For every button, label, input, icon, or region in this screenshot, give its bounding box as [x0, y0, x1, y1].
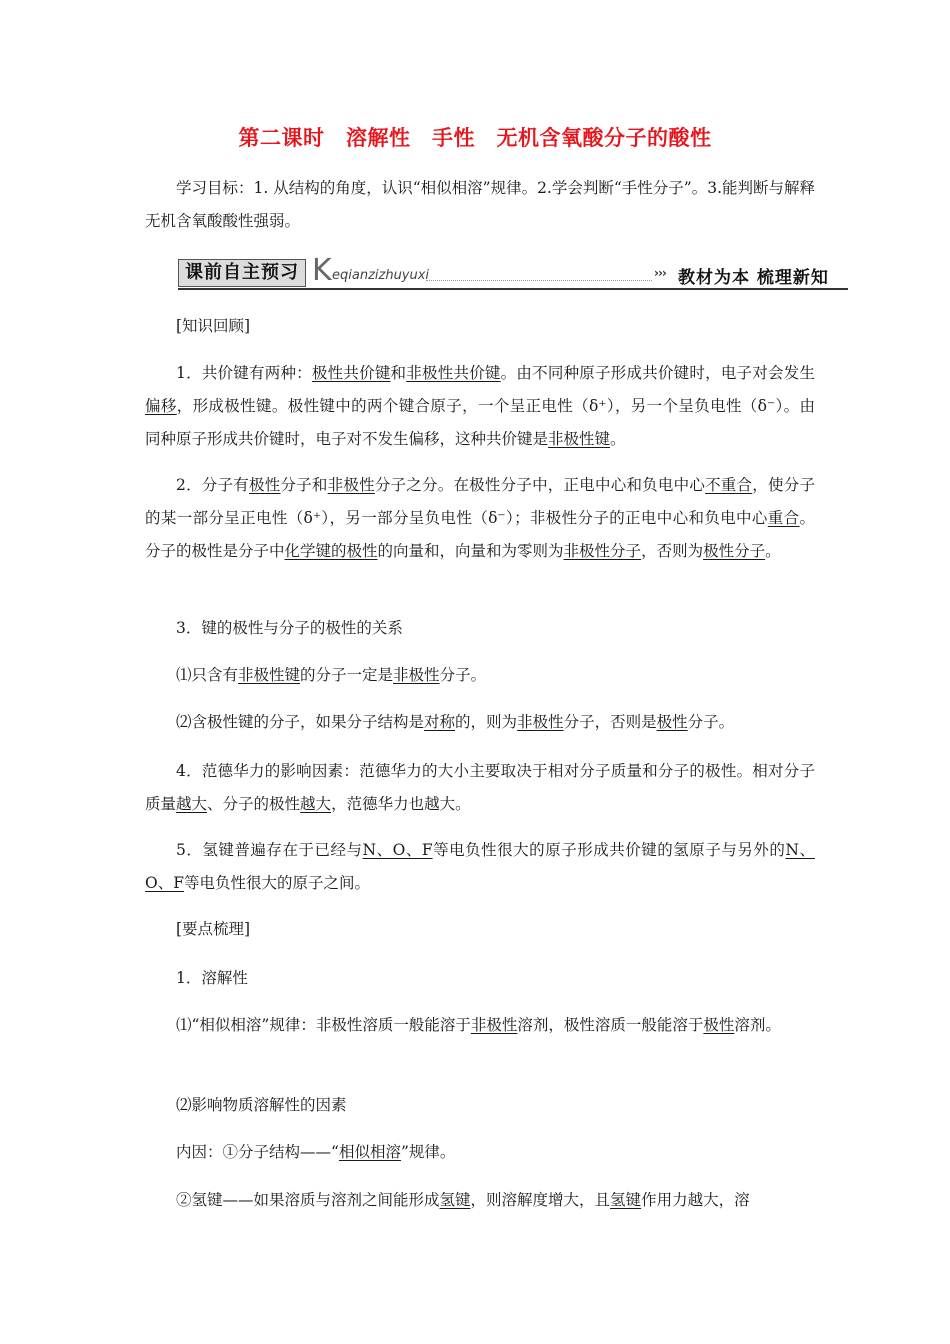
banner-dotted-line — [426, 280, 652, 281]
paragraph-6: 4．范德华力的影响因素：范德华力的大小主要取决于相对分子质量和分子的极性。相对分子质量越大、分子的极性越大，范德华力也越大。 — [145, 762, 815, 813]
banner-arrows-icon: ››› — [654, 266, 666, 280]
paragraph-12: ②氢键——如果溶质与溶剂之间能形成氢键，则溶解度增大，且氢键作用力越大，溶 — [176, 1191, 750, 1209]
lesson-title: 第二课时 溶解性 手性 无机含氧酸分子的酸性 — [238, 126, 712, 150]
section-heading-review: [知识回顾] — [176, 317, 251, 335]
paragraph-8: 1．溶解性 — [176, 969, 248, 987]
paragraph-10: ⑵影响物质溶解性的因素 — [176, 1096, 347, 1114]
section-banner — [178, 253, 848, 292]
paragraph-4: ⑴只含有非极性键的分子一定是非极性分子。 — [176, 666, 487, 684]
paragraph-2: 2．分子有极性分子和非极性分子之分。在极性分子中，正电中心和负电中心不重合，使分子的某一部分呈正电性（δ⁺），另一部分呈负电性（δ⁻）；非极性分子的正电中心和负电中心重合。分子的极性是分子中化学键的极性的向量和，向量和为零则为非极性分子，否则为极性分子。 — [145, 476, 815, 560]
banner-label: 课前自主预习 — [178, 259, 306, 287]
paragraph-9: ⑴“相似相溶”规律：非极性溶质一般能溶于非极性溶剂，极性溶质一般能溶于极性溶剂。 — [176, 1016, 781, 1034]
banner-rule — [178, 288, 848, 290]
banner-slogan: 教材为本 梳理新知 — [678, 268, 829, 288]
learning-objectives: 学习目标：1. 从结构的角度，认识“相似相溶”规律。2.学会判断“手性分子”。3.能判断与解释无机含氧酸酸性强弱。 — [145, 179, 815, 230]
section-heading-keypoints: [要点梳理] — [176, 920, 251, 938]
banner-pinyin: eqianzizhuyuxi — [332, 268, 430, 283]
paragraph-3: 3．键的极性与分子的极性的关系 — [176, 619, 403, 637]
paragraph-7: 5．氢键普遍存在于已经与N、O、F等电负性很大的原子形成共价键的氢原子与另外的N、O、F等电负性很大的原子之间。 — [145, 841, 815, 892]
paragraph-5: ⑵含极性键的分子，如果分子结构是对称的，则为非极性分子，否则是极性分子。 — [176, 713, 735, 731]
paragraph-1: 1．共价键有两种：极性共价键和非极性共价键。由不同种原子形成共价键时，电子对会发生偏移，形成极性键。极性键中的两个键合原子，一个呈正电性（δ⁺），另一个呈负电性（δ⁻）。由同种原子形成共价键时，电子对不发生偏移，这种共价键是非极性键。 — [145, 364, 815, 448]
banner-k-letter: K — [312, 253, 332, 288]
paragraph-11: 内因：①分子结构——“相似相溶”规律。 — [176, 1143, 456, 1161]
